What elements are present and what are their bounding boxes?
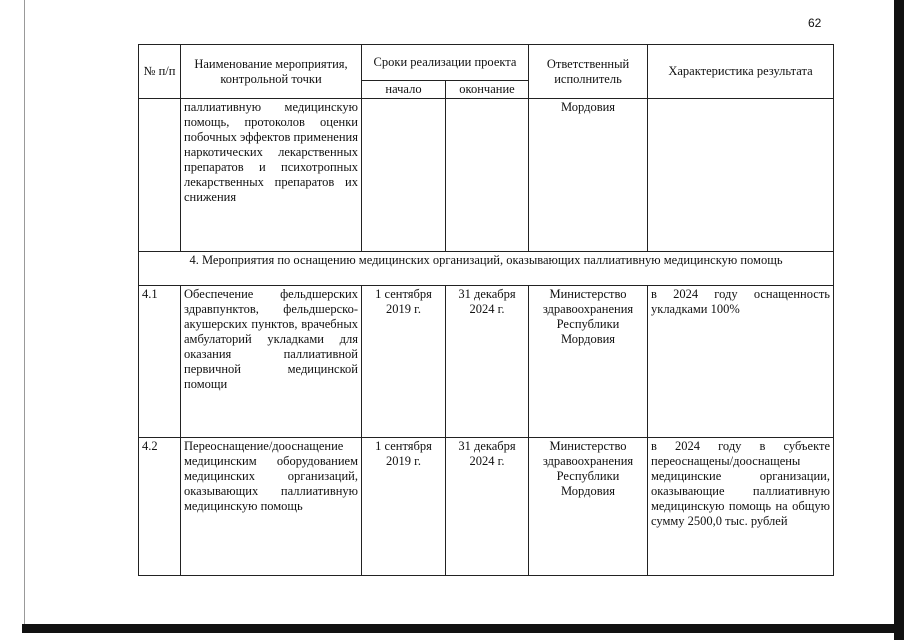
header-row [139, 45, 834, 81]
section-title: 4. Мероприятия по оснащению медицинских организаций, оказывающих паллиативную медицинскую помощь [139, 252, 834, 286]
cell-name: паллиативную медицинскую помощь, протоколов оценки побочных эффектов применения наркотических лекарственных препаратов и психотропных лекарственных препаратов их снижения [181, 99, 362, 252]
header-start: начало [362, 81, 446, 99]
cell-result [648, 99, 834, 252]
cell-result: в 2024 году в субъекте переоснащены/дооснащены медицинские организации, оказывающие паллиативную медицинскую помощь на общую сумму 2500,0 тыс. рублей [648, 438, 834, 576]
scan-edge-left [24, 0, 25, 630]
cell-result: в 2024 году оснащенность укладками 100% [648, 286, 834, 438]
cell-end [446, 99, 529, 252]
cell-start: 1 сентября 2019 г. [362, 286, 446, 438]
cell-start: 1 сентября 2019 г. [362, 438, 446, 576]
cell-executor: Министерство здравоохранения Республики Мордовия [529, 286, 648, 438]
table-row-continuation [139, 99, 834, 252]
activities-table [138, 44, 834, 576]
table-row [139, 286, 834, 438]
cell-num: 4.1 [139, 286, 181, 438]
cell-name: Обеспечение фельдшерских здравпунктов, фельдшерско-акушерских пунктов, врачебных амбулаторий укладками для оказания паллиативной первичной медицинской помощи [181, 286, 362, 438]
cell-end: 31 декабря 2024 г. [446, 286, 529, 438]
cell-executor: Мордовия [529, 99, 648, 252]
cell-executor: Министерство здравоохранения Республики Мордовия [529, 438, 648, 576]
header-executor: Ответственный исполнитель [529, 45, 648, 99]
section-row [139, 252, 834, 286]
scan-edge-bottom [22, 624, 904, 633]
cell-name: Переоснащение/дооснащение медицинским оборудованием медицинских организаций, оказывающих паллиативную медицинскую помощь [181, 438, 362, 576]
cell-num [139, 99, 181, 252]
header-name: Наименование мероприятия, контрольной точки [181, 45, 362, 99]
cell-start [362, 99, 446, 252]
header-result: Характеристика результата [648, 45, 834, 99]
page-number: 62 [808, 16, 822, 30]
scan-edge-right [894, 0, 904, 640]
table-row [139, 438, 834, 576]
header-end: окончание [446, 81, 529, 99]
header-terms: Сроки реализации проекта [362, 45, 529, 81]
header-num: № п/п [139, 45, 181, 99]
cell-num: 4.2 [139, 438, 181, 576]
cell-end: 31 декабря 2024 г. [446, 438, 529, 576]
